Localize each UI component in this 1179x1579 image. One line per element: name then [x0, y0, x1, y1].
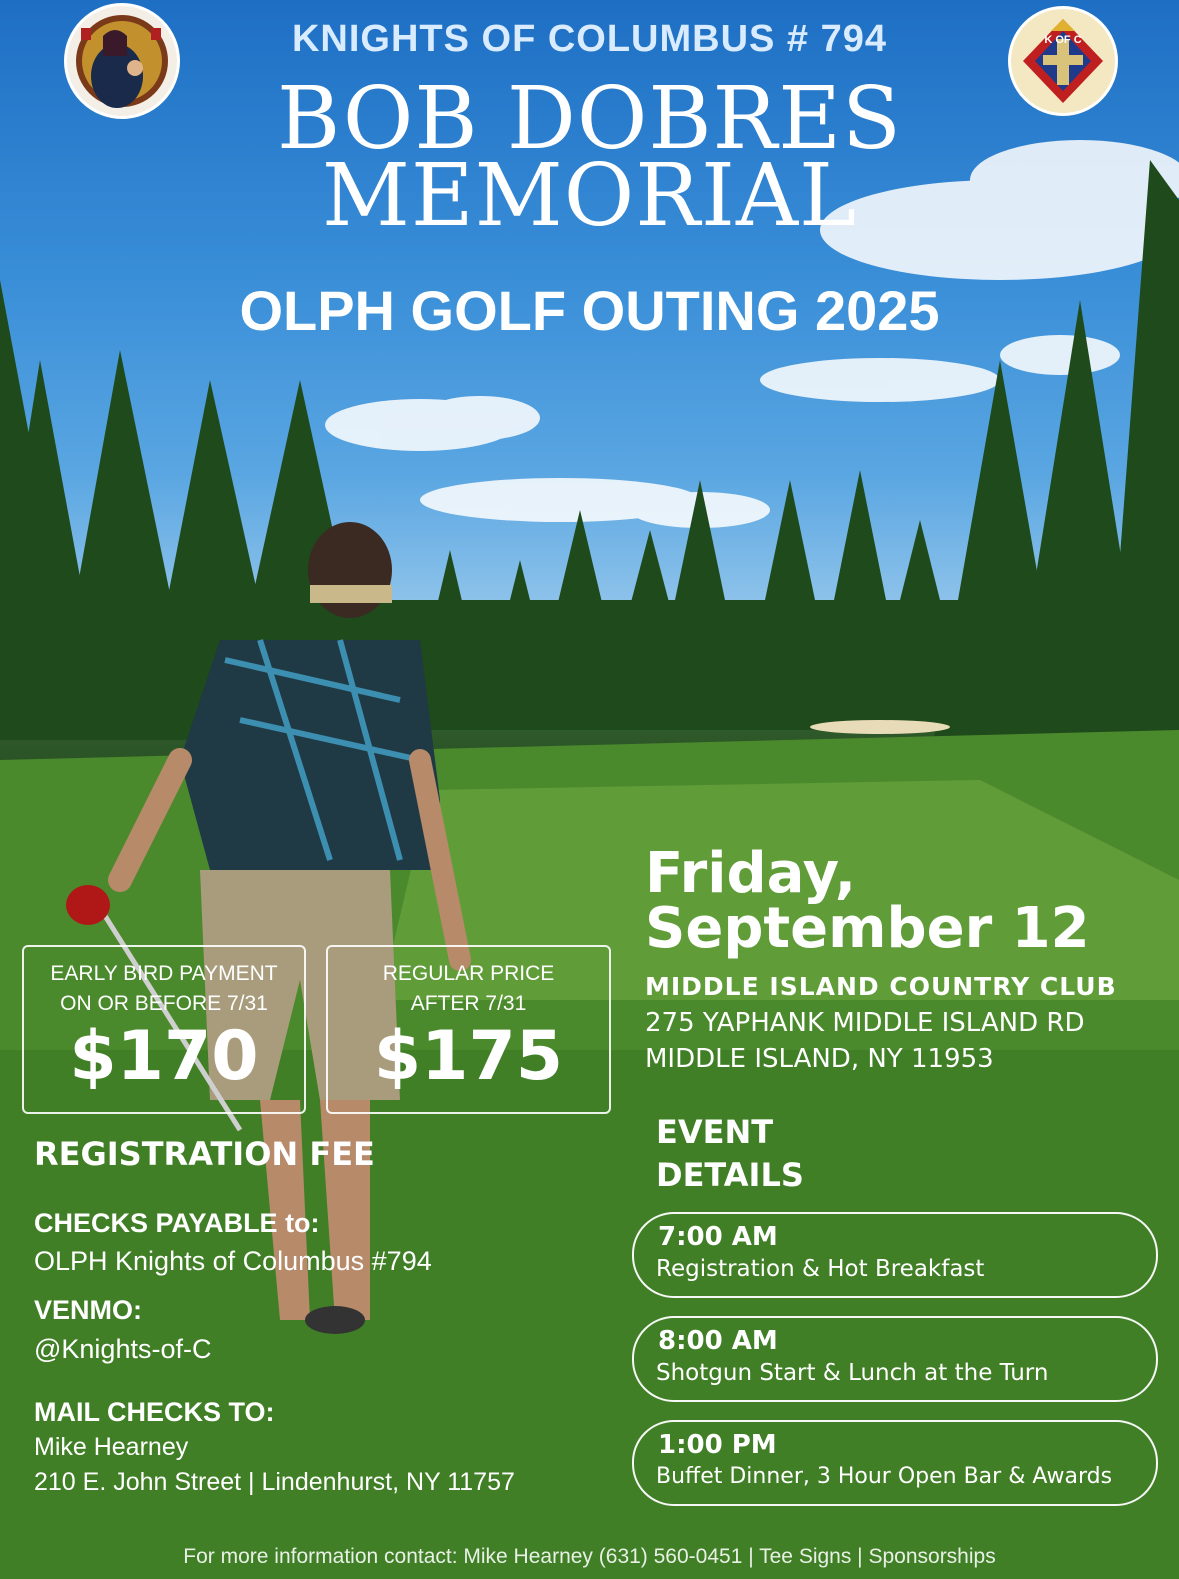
- schedule-time: 7:00 AM: [658, 1222, 778, 1252]
- memorial-title-line2: MEMORIAL: [321, 146, 858, 246]
- event-date: September 12: [645, 896, 1090, 961]
- registration-fee-heading: REGISTRATION FEE: [34, 1135, 375, 1173]
- sand-bunker: [810, 720, 950, 734]
- early-bird-label-line2: ON OR BEFORE 7/31: [60, 992, 268, 1015]
- footer-contact: For more information contact: Mike Hearney (631) 560-0451 | Tee Signs | Sponsorships: [183, 1545, 996, 1568]
- event-details-heading-line1: EVENT: [656, 1113, 774, 1151]
- early-bird-label-line1: EARLY BIRD PAYMENT: [50, 962, 278, 985]
- org-name: KNIGHTS OF COLUMBUS # 794: [291, 18, 888, 60]
- early-bird-label: [24, 959, 304, 1019]
- schedule-time: 1:00 PM: [658, 1430, 777, 1460]
- early-bird-price: $170: [69, 1017, 259, 1096]
- schedule-description: Buffet Dinner, 3 Hour Open Bar & Awards: [656, 1464, 1113, 1489]
- checks-payable-value: OLPH Knights of Columbus #794: [34, 1246, 432, 1276]
- venue-address-line1: 275 YAPHANK MIDDLE ISLAND RD: [645, 1008, 1085, 1038]
- event-details-heading-line2: DETAILS: [656, 1156, 804, 1194]
- mail-checks-label: MAIL CHECKS TO:: [34, 1397, 275, 1427]
- kofc-emblem-text: K OF C: [1044, 34, 1082, 46]
- schedule-item: [632, 1316, 1158, 1402]
- mail-address: 210 E. John Street | Lindenhurst, NY 11757: [34, 1468, 515, 1496]
- mail-name: Mike Hearney: [34, 1433, 189, 1461]
- memorial-title-line1: BOB DOBRES: [277, 69, 902, 169]
- venmo-handle: @Knights-of-C: [34, 1334, 212, 1364]
- regular-price-box: [326, 945, 611, 1114]
- schedule-time: 8:00 AM: [658, 1326, 778, 1356]
- schedule-item: [632, 1212, 1158, 1298]
- schedule-description: Registration & Hot Breakfast: [656, 1256, 985, 1282]
- venue-name: MIDDLE ISLAND COUNTRY CLUB: [645, 972, 1117, 1001]
- regular-price-label-line2: AFTER 7/31: [410, 992, 527, 1015]
- regular-price: $175: [373, 1017, 564, 1096]
- early-bird-price-box: [22, 945, 306, 1114]
- regular-price-label: [328, 959, 609, 1019]
- venue-address-line2: MIDDLE ISLAND, NY 11953: [645, 1044, 994, 1074]
- outing-title: OLPH GOLF OUTING 2025: [239, 279, 940, 342]
- checks-payable-label: CHECKS PAYABLE to:: [34, 1208, 320, 1238]
- regular-price-label-line1: REGULAR PRICE: [382, 962, 555, 985]
- schedule-item: [632, 1420, 1158, 1506]
- event-day: Friday,: [645, 841, 857, 906]
- venmo-label: VENMO:: [34, 1295, 142, 1325]
- schedule-description: Shotgun Start & Lunch at the Turn: [656, 1360, 1049, 1386]
